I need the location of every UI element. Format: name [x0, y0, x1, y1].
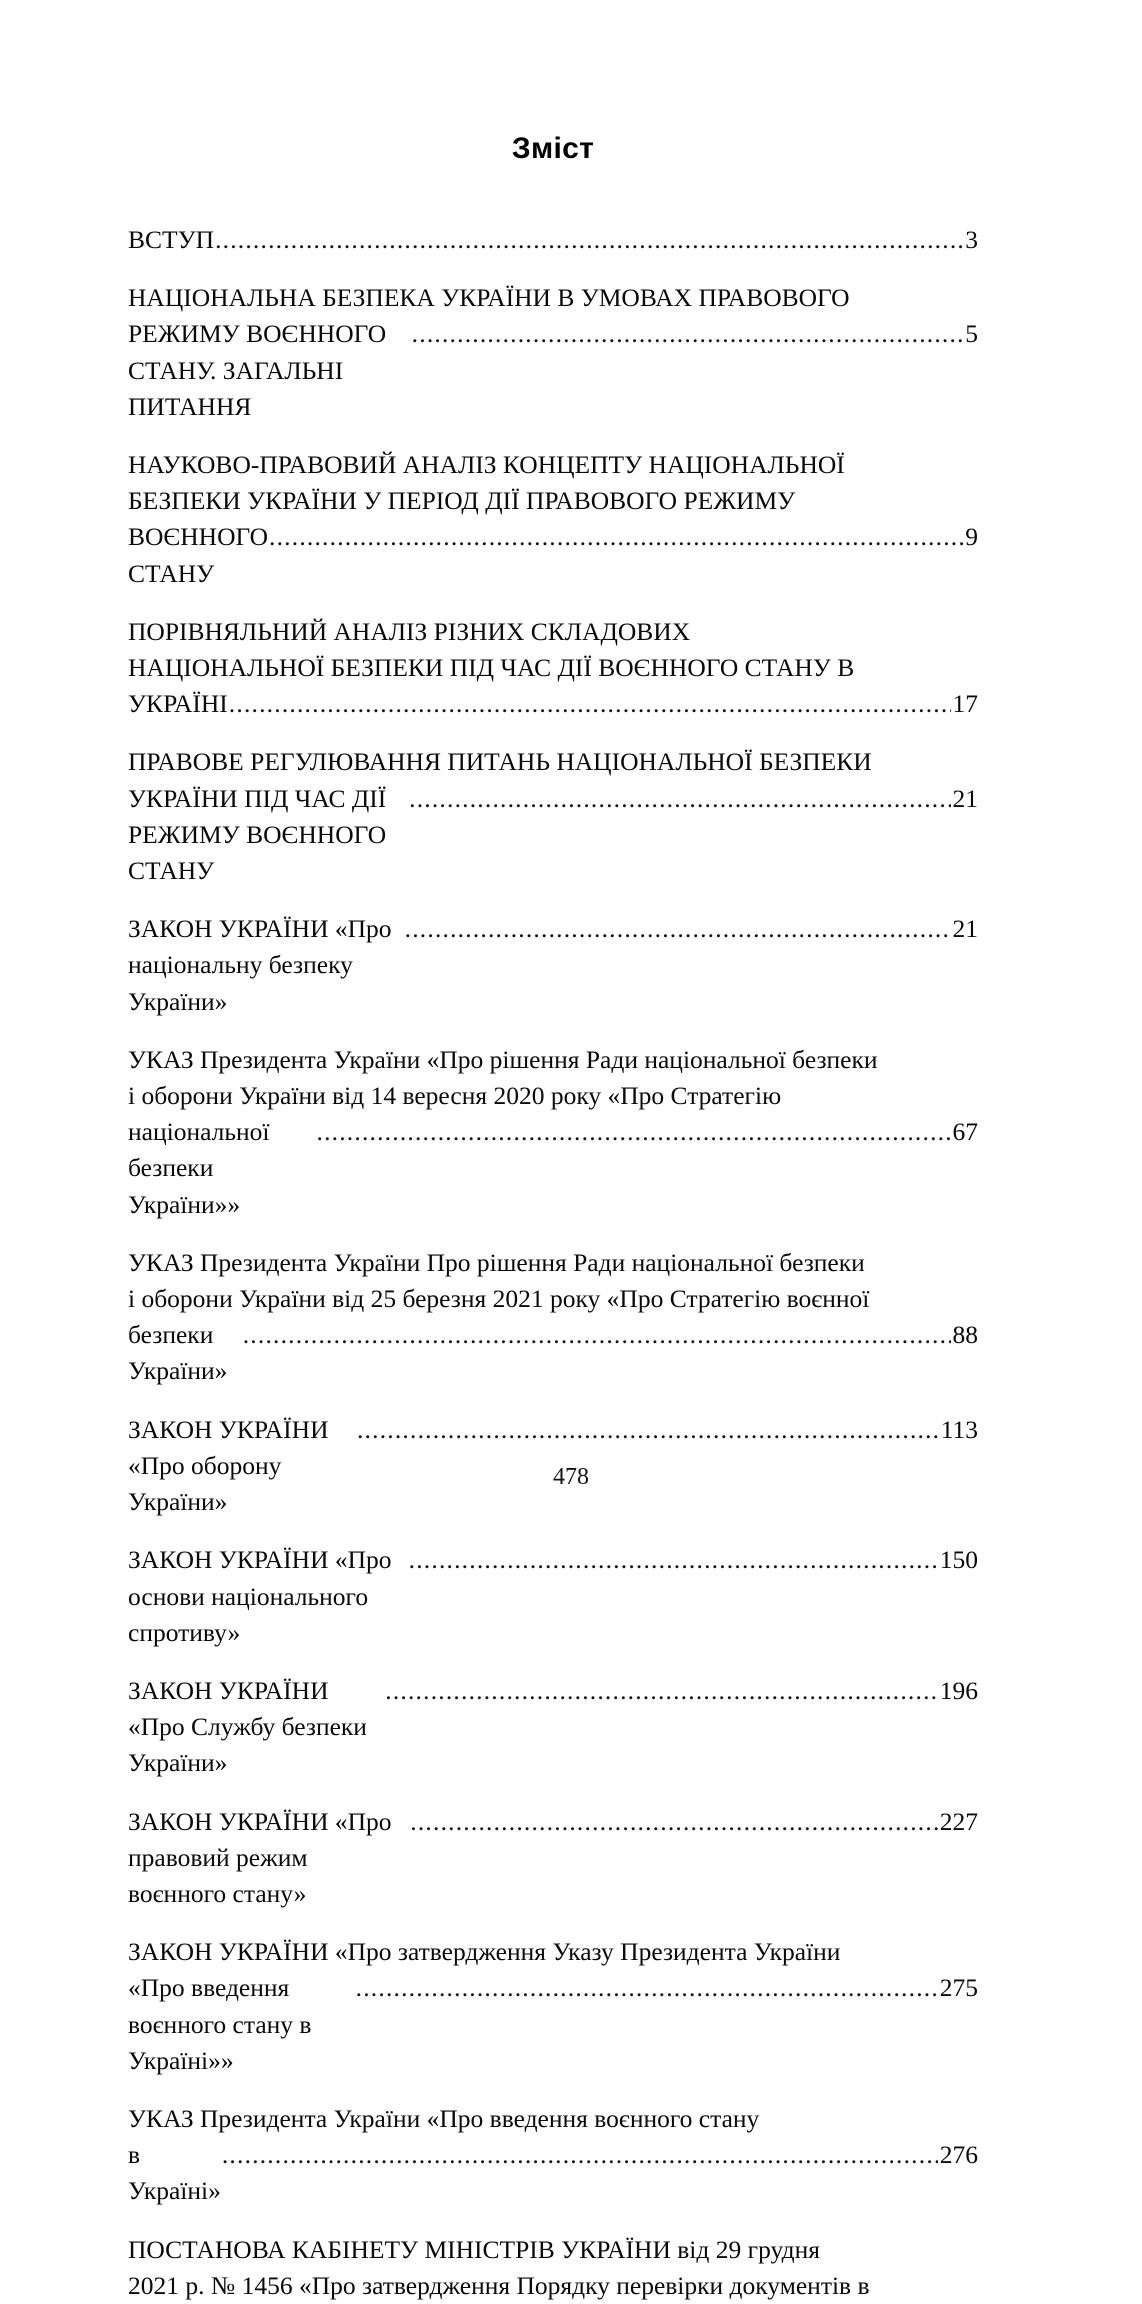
toc-entry-label: ЗАКОН УКРАЇНИ «Про оборону України»: [128, 1414, 329, 1517]
toc-entry-label: ЗАКОН УКРАЇНИ «Про правовий режим воєнного стану»: [128, 1806, 392, 1908]
leader-dots: [385, 1673, 938, 1709]
toc-entry[interactable]: [128, 222, 978, 258]
toc-entry-label-line: УКАЗ Президента України Про рішення Ради національної безпеки: [128, 1247, 865, 1277]
toc-entry-label-line: УКАЗ Президента України «Про введення воєнного стану: [128, 2103, 760, 2133]
toc-entry-label: ЗАКОН УКРАЇНИ «Про Службу безпеки України»: [128, 1675, 367, 1778]
toc-entry-label-line: ПОРІВНЯЛЬНИЙ АНАЛІЗ РІЗНИХ СКЛАДОВИХ: [128, 616, 691, 646]
leader-dots: [409, 1542, 938, 1578]
toc-entry-page-number: 276: [939, 2140, 978, 2170]
leader-dots: [229, 686, 951, 722]
toc-entry-label-line: ЗАКОН УКРАЇНИ «Про затвердження Указу Президента України: [128, 1937, 841, 1967]
toc-entry[interactable]: [128, 1804, 978, 1913]
toc-entry-label-line: безпеки України»: [128, 1320, 228, 1386]
page-title: Зміст: [511, 132, 595, 165]
toc-entry-label: ЗАКОН УКРАЇНИ «Про основи національного спротиву»: [128, 1545, 392, 1647]
toc-entry[interactable]: [128, 1042, 978, 1223]
footer-page-number: 478: [553, 1464, 589, 1490]
leader-dots: [317, 1114, 951, 1150]
toc-entry-label-line: УКАЗ Президента України «Про рішення Ради національної безпеки: [128, 1044, 878, 1074]
toc-entry-label-line: і оборони України від 14 вересня 2020 року «Про Стратегію: [128, 1081, 782, 1111]
toc-entry-label-line: 2021 р. № 1456 «Про затвердження Порядку перевірки документів в: [128, 2270, 870, 2300]
toc-entry[interactable]: [128, 1934, 978, 2079]
toc-entry-label-line: НАУКОВО-ПРАВОВИЙ АНАЛІЗ КОНЦЕПТУ НАЦІОНАЛЬНОЇ: [128, 450, 845, 480]
toc-entry-page-number: 17: [952, 689, 978, 719]
toc-entry-label-line: національної безпеки України»»: [128, 1117, 270, 1219]
toc-entry-label-line: БЕЗПЕКИ УКРАЇНИ У ПЕРІОД ДІЇ ПРАВОВОГО РЕЖИМУ: [128, 486, 796, 516]
leader-dots: [412, 316, 964, 352]
leader-dots: [222, 2137, 938, 2173]
toc-entry[interactable]: [128, 2232, 978, 2304]
toc-entry-page-number: 275: [939, 1973, 978, 2003]
leader-dots: [269, 519, 963, 555]
toc-entry-page-number: 5: [965, 319, 978, 349]
toc-entry-page-number: 3: [965, 225, 978, 254]
toc-entry-label: ЗАКОН УКРАЇНИ «Про національну безпеку України»: [128, 914, 392, 1016]
toc-entry[interactable]: [128, 2101, 978, 2210]
toc-entry-page-number: 88: [952, 1320, 978, 1350]
toc-entry-label-line: ПРАВОВЕ РЕГУЛЮВАННЯ ПИТАНЬ НАЦІОНАЛЬНОЇ БЕЗПЕКИ: [128, 747, 872, 777]
toc-entry-label-line: і оборони України від 25 березня 2021 року «Про Стратегію воєнної: [128, 1284, 870, 1314]
leader-dots: [357, 1412, 939, 1448]
toc-entry-label-line: РЕЖИМУ ВОЄННОГО СТАНУ. ЗАГАЛЬНІ ПИТАННЯ: [128, 319, 387, 421]
leader-dots: [356, 1970, 938, 2006]
toc-entry[interactable]: [128, 911, 978, 1020]
toc-entry-label-line: «Про введення воєнного стану в Україні»»: [128, 1973, 312, 2075]
toc-content-frame: [128, 132, 978, 2304]
toc-entry-label-line: НАЦІОНАЛЬНОЇ БЕЗПЕКИ ПІД ЧАС ДІЇ ВОЄННОГО СТАНУ В: [128, 653, 855, 683]
toc-entry-label-line: в Україні»: [128, 2140, 221, 2206]
leader-dots: [215, 222, 963, 258]
toc-entry[interactable]: [128, 1542, 978, 1651]
toc-entry-label-line: ПОСТАНОВА КАБІНЕТУ МІНІСТРІВ УКРАЇНИ від 29 грудня: [128, 2234, 820, 2264]
toc-entry-page-number: 150: [939, 1545, 978, 1575]
toc-entry[interactable]: [128, 1673, 978, 1782]
toc-entry-page-number: 196: [939, 1675, 978, 1705]
toc-entry-page-number: 67: [952, 1117, 978, 1147]
leader-dots: [405, 911, 951, 947]
leader-dots: [243, 1317, 951, 1353]
toc-entry-label-line: ВОЄННОГО СТАНУ: [128, 522, 269, 588]
toc-entry[interactable]: [128, 280, 978, 425]
toc-entry-page-number: 21: [952, 914, 978, 944]
toc-entry[interactable]: [128, 447, 978, 592]
leader-dots: [409, 781, 950, 817]
toc-entry-page-number: 227: [939, 1806, 978, 1836]
toc-entry-page-number: 113: [940, 1414, 978, 1444]
toc-entry-label: ВСТУП: [128, 225, 215, 254]
toc-entry-label-line: УКРАЇНИ ПІД ЧАС ДІЇ РЕЖИМУ ВОЄННОГО СТАНУ: [128, 783, 387, 886]
toc-entry-page-number: 9: [965, 522, 978, 552]
toc-entry[interactable]: [128, 744, 978, 889]
toc-entry-label-line: НАЦІОНАЛЬНА БЕЗПЕКА УКРАЇНИ В УМОВАХ ПРАВОВОГО: [128, 283, 850, 313]
toc-entry[interactable]: [128, 1245, 978, 1390]
toc-entry[interactable]: [128, 614, 978, 723]
toc-entry-page-number: 21: [952, 783, 978, 813]
table-of-contents-list: [128, 222, 978, 2304]
leader-dots: [410, 1804, 937, 1840]
toc-entry-label-line: УКРАЇНІ: [128, 689, 228, 719]
